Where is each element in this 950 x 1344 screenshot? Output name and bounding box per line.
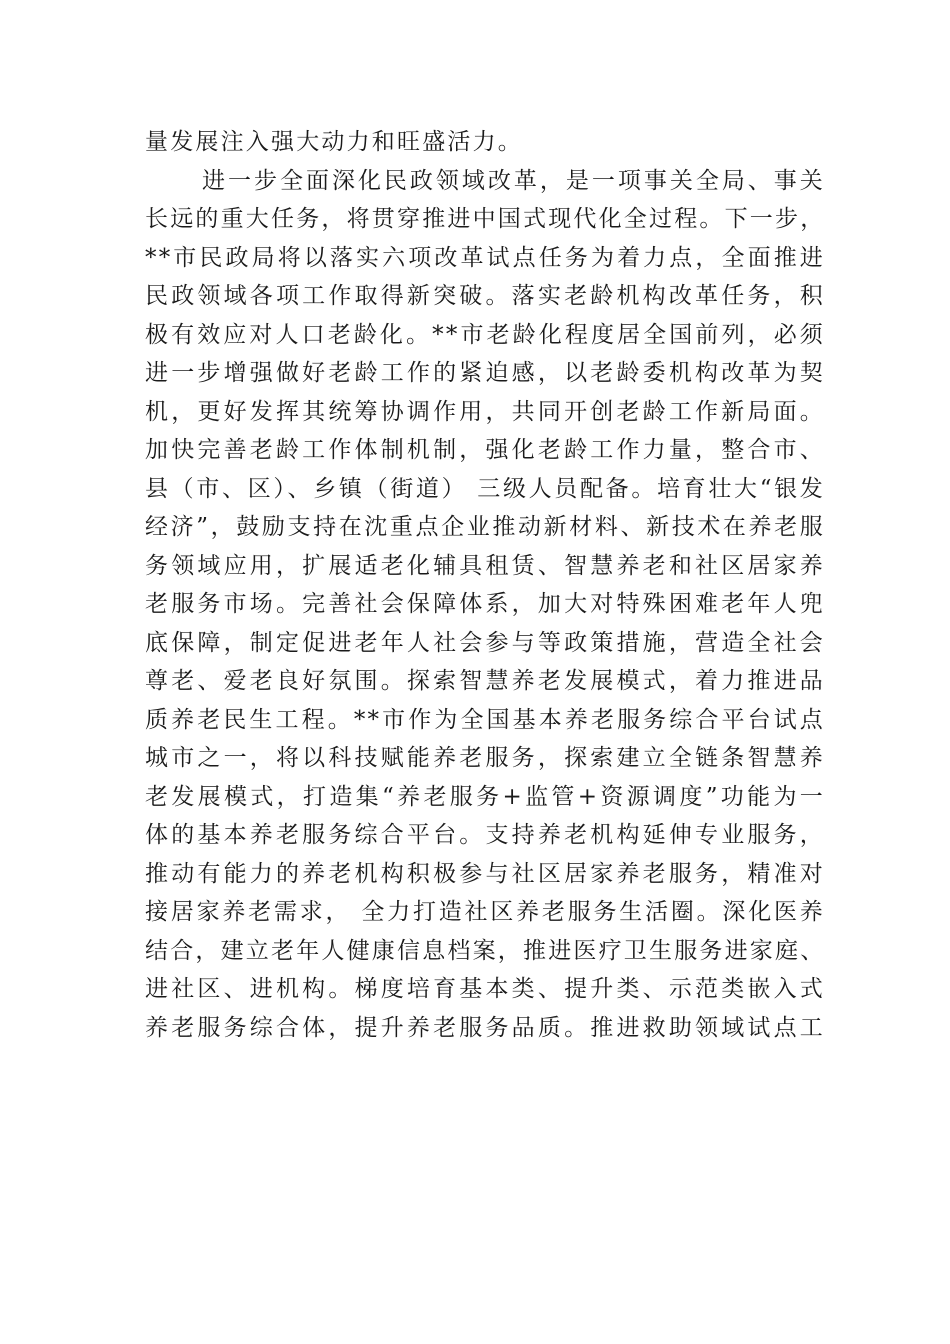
text-line: 机，更好发挥其统筹协调作用，共同开创老龄工作新局面。 xyxy=(145,398,825,425)
text-line: 结合，建立老年人健康信息档案，推进医疗卫生服务进家庭、 xyxy=(145,937,826,964)
text-line: 推动有能力的养老机构积极参与社区居家养老服务，精准对 xyxy=(145,860,825,887)
text-line: 老发展模式，打造集“养老服务+监管+资源调度”功能为一 xyxy=(145,783,825,810)
text-line: 接居家养老需求， 全力打造社区养老服务生活圈。深化医养 xyxy=(145,899,825,925)
paragraph-first-line: 进一步全面深化民政领域改革，是一项事关全局、事关 xyxy=(202,167,825,194)
text-line: 城市之一，将以科技赋能养老服务，探索建立全链条智慧养 xyxy=(145,745,825,771)
text-line: 质养老民生工程。**市作为全国基本养老服务综合平台试点 xyxy=(145,706,825,733)
text-line: **市民政局将以落实六项改革试点任务为着力点，全面推进 xyxy=(145,244,825,271)
body-text xyxy=(145,123,825,1047)
text-line: 经济”，鼓励支持在沈重点企业推动新材料、新技术在养老服 xyxy=(145,514,825,540)
text-line: 老服务市场。完善社会保障体系，加大对特殊困难老年人兜 xyxy=(145,591,825,617)
text-line: 底保障，制定促进老年人社会参与等政策措施，营造全社会 xyxy=(145,629,825,656)
text-line: 体的基本养老服务综合平台。支持养老机构延伸专业服务， xyxy=(145,822,825,848)
text-line: 极有效应对人口老龄化。**市老龄化程度居全国前列，必须 xyxy=(145,321,825,348)
text-line: 养老服务综合体，提升养老服务品质。推进救助领域试点工 xyxy=(145,1014,825,1041)
text-line: 进一步增强做好老龄工作的紧迫感，以老龄委机构改革为契 xyxy=(145,360,825,386)
text-line: 加快完善老龄工作体制机制，强化老龄工作力量，整合市、 xyxy=(145,437,825,463)
text-line: 民政领域各项工作取得新突破。落实老龄机构改革任务，积 xyxy=(145,283,825,309)
text-line: 进社区、进机构。梯度培育基本类、提升类、示范类嵌入式 xyxy=(145,976,825,1002)
text-line: 长远的重大任务，将贯穿推进中国式现代化全过程。下一步， xyxy=(145,206,826,232)
text-line: 务领域应用，扩展适老化辅具租赁、智慧养老和社区居家养 xyxy=(145,552,825,579)
text-line: 尊老、爱老良好氛围。探索智慧养老发展模式，着力推进品 xyxy=(145,668,825,694)
text-line: 县（市、区）、乡镇（街道） 三级人员配备。培育壮大“银发 xyxy=(145,475,825,502)
text-line: 量发展注入强大动力和旺盛活力。 xyxy=(145,129,523,155)
